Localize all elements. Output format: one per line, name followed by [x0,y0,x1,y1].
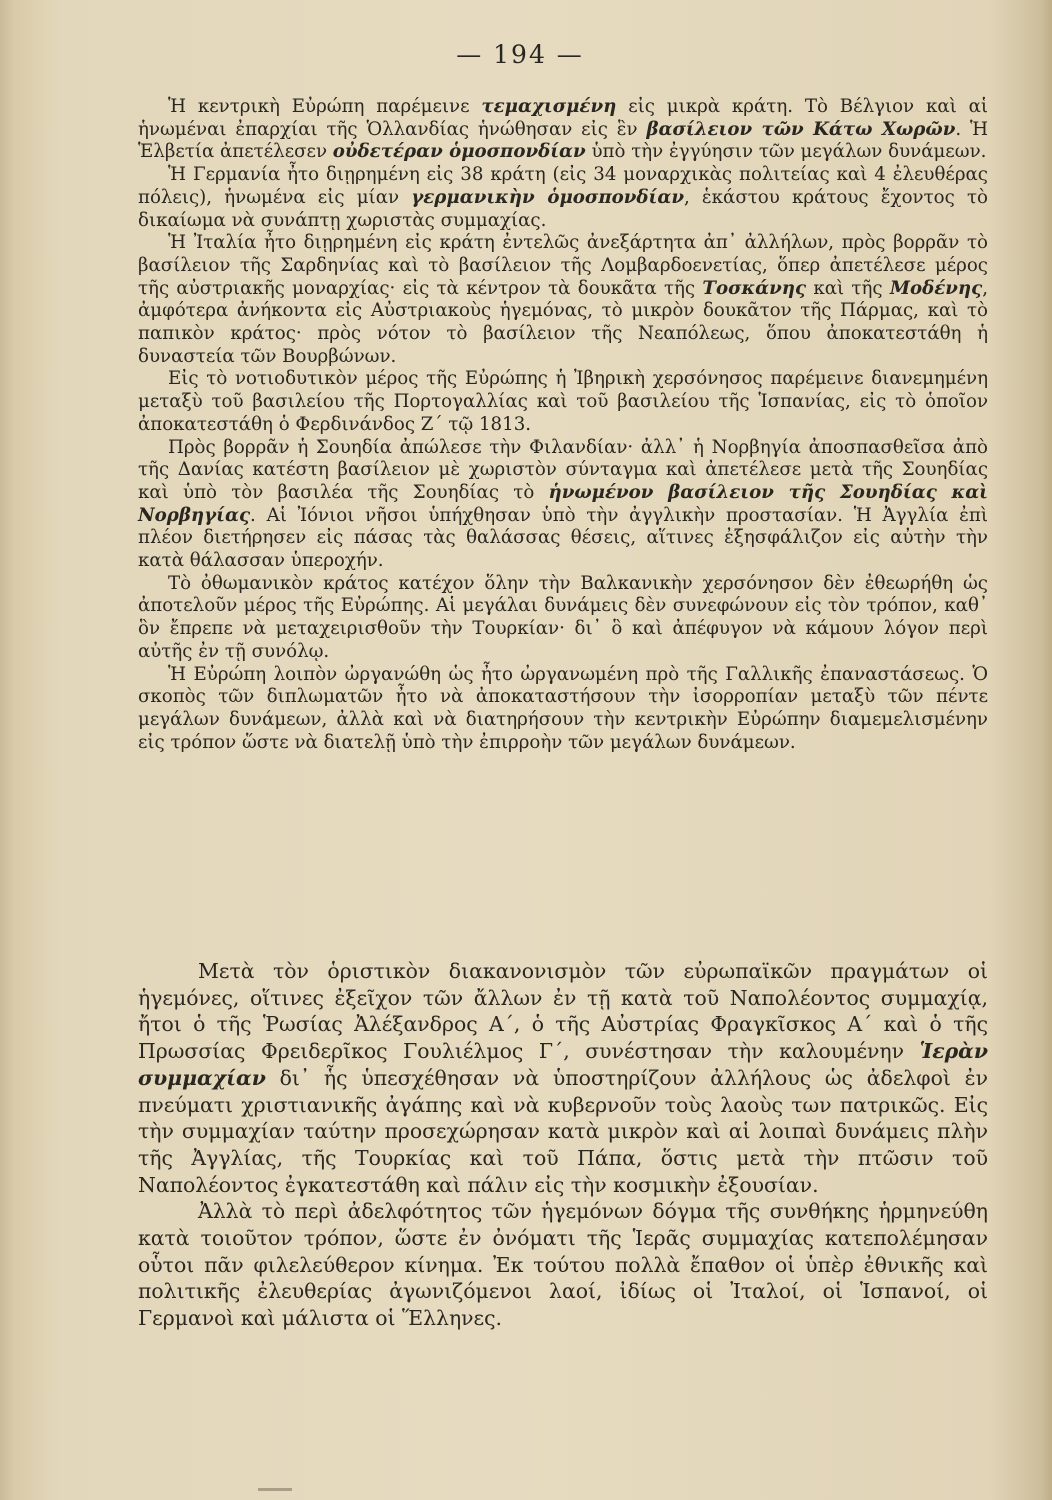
emphasis: τεμαχισμένη [481,96,617,117]
text-run: . Ἡ Ἑλβετία ἀπετέλεσεν [138,118,989,163]
text-run: καὶ τῆς [806,277,890,299]
text-run: Μετὰ τὸν ὁριστικὸν διακανονισμὸν τῶν εὐρωπαϊκῶν πραγμάτων οἱ ἡγεμόνες, οἵτινες ἐξεῖχον τῶν ἄλλων ἐν τῇ κατὰ τοῦ Ναπολέοντος συμμαχίᾳ, ἤτοι ὁ τῆς Ῥωσίας Ἀλέξανδρος Α΄, ὁ τῆς Αὐστρίας Φραγκῖσκος Α΄ καὶ ὁ τῆς Πρωσσίας Φρειδερῖκος Γουλιέλμος Γ΄, συνέστησαν τὴν καλουμένην [138,959,988,1064]
emphasis: οὐδετέραν ὁμοσπονδίαν [332,141,586,163]
page-number: — 194 — [456,40,584,69]
paragraph-germany [138,164,988,232]
paragraph-scandinavia [138,437,988,573]
paragraph-organization: Ἡ Εὐρώπη λοιπὸν ὠργανώθη ὡς ἦτο ὠργανωμένη πρὸ τῆς Γαλλικῆς ἐπαναστάσεως. Ὁ σκοπὸς τῶν διπλωματῶν ἦτο νὰ ἀποκαταστήσουν τὴν ἰσορροπίαν μεταξὺ τῶν πέντε μεγάλων δυνάμεων, ἀλλὰ καὶ νὰ διατηρήσουν τὴν κεντρικὴν Εὐρώπην διαμεμελισμένην εἰς τρόπον ὥστε νὰ διατελῇ ὑπὸ τὴν ἐπιρροὴν τῶν μεγάλων δυνάμεων. [138,663,988,753]
emphasis: Ἱερὰν συμμαχίαν [138,1039,988,1090]
text-run: , ἑκάστου κράτους ἔχοντος τὸ δικαίωμα νὰ συνάπτῃ χωριστὰς συμμαχίας. [138,186,988,231]
emphasis: Μοδένης [889,277,983,299]
text-run: εἰς μικρὰ κράτη. Τὸ Βέλγιον καὶ αἱ ἡνωμέναι ἐπαρχίαι τῆς Ὁλλανδίας ἡνώθησαν εἰς ἓν [138,96,988,140]
paragraph-italy [138,232,988,368]
body-text-large [138,958,988,1332]
text-run: . Αἱ Ἰόνιοι νῆσοι ὑπήχθησαν ὑπὸ τὴν ἀγγλικὴν προστασίαν. Ἡ Ἀγγλία ἐπὶ πλέον διετήρησεν εἰς πάσας τὰς θαλάσσας θέσεις, αἵτινες ἐξησφάλιζον εἰς αὐτὴν τὴν κατὰ θάλασσαν ὑπεροχήν. [138,504,988,572]
emphasis: βασίλειον τῶν Κάτω Χωρῶν [646,118,956,140]
paragraph-brotherhood: Ἀλλὰ τὸ περὶ ἀδελφότητος τῶν ἡγεμόνων δόγμα τῆς συνθήκης ἡρμηνεύθη κατὰ τοιοῦτον τρόπον, ὥστε ἐν ὀνόματι τῆς Ἱερᾶς συμμαχίας κατεπολέμησαν οὗτοι πᾶν φιλελεύθερον κίνημα. Ἐκ τούτου πολλὰ ἔπαθον οἱ ὑπὲρ ἐθνικῆς καὶ πολιτικῆς ἐλευθερίας ἀγωνιζόμενοι λαοί, ἰδίως οἱ Ἰταλοί, οἱ Ἱσπανοί, οἱ Γερμανοὶ καὶ μάλιστα οἱ Ἕλληνες. [138,1199,988,1331]
text-run: Ἡ κεντρικὴ Εὐρώπη παρέμεινε [168,96,482,117]
emphasis: Τοσκάνης [702,277,807,299]
emphasis: ἡνωμένον βασίλειον τῆς Σουηδίας καὶ Νορβηγίας [138,481,988,526]
emphasis: γερμανικὴν ὁμοσπονδίαν [411,186,684,208]
paragraph-iberia: Εἰς τὸ νοτιοδυτικὸν μέρος τῆς Εὐρώπης ἡ Ἰβηρικὴ χερσόνησος παρέμεινε διανεμημένη μεταξὺ τοῦ βασιλείου τῆς Πορτογαλλίας καὶ τοῦ βασιλείου τῆς Ἱσπανίας, εἰς τὸ ὁποῖον ἀποκατεστάθη ὁ Φερδινάνδος Ζ΄ τῷ 1813. [138,368,988,435]
paragraph-central-europe [138,96,988,164]
text-run: ὑπὸ τὴν ἐγγύησιν τῶν μεγάλων δυνάμεων. [585,141,987,163]
paragraph-holy-alliance [138,958,988,1198]
ink-smudge [258,1488,292,1491]
text-run: Πρὸς βορρᾶν ἡ Σουηδία ἀπώλεσε τὴν Φιλανδίαν· ἀλλ᾽ ἡ Νορβηγία ἀποσπασθεῖσα ἀπὸ τῆς Δανίας κατέστη βασίλειον μὲ χωριστὸν σύνταγμα καὶ ἀπετέλεσε μετὰ τῆς Σουηδίας καὶ ὑπὸ τὸν βασιλέα τῆς Σουηδίας τὸ [138,436,988,503]
text-run: , ἀμφότερα ἀνήκοντα εἰς Αὐστριακοὺς ἡγεμόνας, τὸ μικρὸν δουκᾶτον τῆς Πάρμας, καὶ τὸ παπικὸν κράτος· πρὸς νότον τὸ βασίλειον τῆς Νεαπόλεως, ὅπου ἀποκατεστάθη ἡ δυναστεία τῶν Βουρβώνων. [138,277,988,367]
text-run: Ἡ Ἰταλία ἦτο διῃρημένη εἰς κράτη ἐντελῶς ἀνεξάρτητα ἀπ᾽ ἀλλήλων, πρὸς βορρᾶν τὸ βασίλειον τῆς Σαρδηνίας καὶ τὸ βασίλειον τῆς Λομβαρδοενετίας, ὅπερ ἀπετέλεσε μέρος τῆς αὐστριακῆς μοναρχίας· εἰς τὰ κέντρον τὰ δουκᾶτα τῆς [138,232,988,299]
text-run: δι᾽ ἧς ὑπεσχέθησαν νὰ ὑποστηρίζουν ἀλλήλους ὡς ἀδελφοὶ ἐν πνεύματι χριστιανικῆς ἀγάπης καὶ νὰ κυβερνοῦν τοὺς λαοὺς των πατρικῶς. Εἰς τὴν συμμαχίαν ταύτην προσεχώρησαν κατὰ μικρὸν καὶ αἱ λοιπαὶ δυνάμεις πλὴν τῆς Ἀγγλίας, τῆς Τουρκίας καὶ τοῦ Πάπα, ὅστις μετὰ τὴν πτῶσιν τοῦ Ναπολέοντος ἐγκατεστάθη καὶ πάλιν εἰς τὴν κοσμικὴν ἐξουσίαν. [138,1065,988,1197]
paragraph-ottoman: Τὸ ὀθωμανικὸν κράτος κατέχον ὅλην τὴν Βαλκανικὴν χερσόνησον δὲν ἐθεωρήθη ὡς ἀποτελοῦν μέρος τῆς Εὐρώπης. Αἱ μεγάλαι δυνάμεις δὲν συνεφώνουν εἰς τὸν τρόπον, καθ᾽ ὃν ἔπρεπε νὰ μεταχειρισθοῦν τὴν Τουρκίαν· δι᾽ ὃ καὶ ἀπέφυγον νὰ κάμουν λόγον περὶ αὐτῆς ἐν τῇ συνόλῳ. [138,572,988,662]
text-run: Ἡ Γερμανία ἦτο διῃρημένη εἰς 38 κράτη (εἰς 34 μοναρχικὰς πολιτείας καὶ 4 ἐλευθέρας πόλεις), ἡνωμένα εἰς μίαν [138,164,988,208]
body-text-small [138,96,988,754]
